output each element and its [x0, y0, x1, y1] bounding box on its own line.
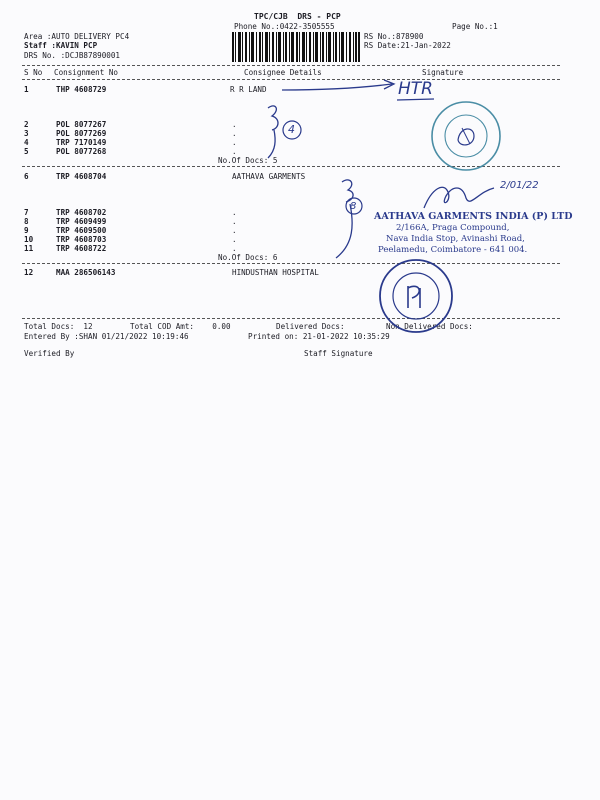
bracket-scribble: [258, 100, 308, 162]
row-consignment: TRP 4609499: [56, 217, 107, 226]
divider: [22, 263, 560, 264]
seal-graphic: [378, 258, 454, 334]
handwritten-arrow: [280, 78, 400, 98]
col-consignee: Consignee Details: [244, 68, 322, 77]
row-sno: 5: [24, 147, 29, 156]
col-signature: Signature: [422, 68, 464, 77]
row-consignment: POL 8077268: [56, 147, 107, 156]
page-number: Page No.:1: [452, 22, 498, 31]
row-consignment: POL 8077269: [56, 129, 107, 138]
row-sno: 1: [24, 85, 29, 94]
row-consignment: TRP 4608702: [56, 208, 107, 217]
total-cod: Total COD Amt: 0.00: [130, 322, 231, 331]
row-consignee: .: [232, 147, 237, 156]
row-consignment: TRP 4609500: [56, 226, 107, 235]
phone-number: Phone No.:0422-3505555: [234, 22, 335, 31]
row-sno: 9: [24, 226, 29, 235]
row-consignee: .: [232, 217, 237, 226]
row-consignee: .: [232, 208, 237, 217]
row-sno: 3: [24, 129, 29, 138]
total-docs: Total Docs: 12: [24, 322, 93, 331]
row-sno: 12: [24, 268, 34, 277]
row-sno: 7: [24, 208, 29, 217]
entered-by: Entered By :SHAN 01/21/2022 10:19:46: [24, 332, 189, 341]
company-stamp: [374, 211, 574, 256]
row-consignment: TRP 4608704: [56, 172, 107, 181]
row-consignee: AATHAVA GARMENTS: [232, 172, 306, 181]
handwritten-count: 8: [350, 201, 357, 212]
stamp-line: AATHAVA GARMENTS INDIA (P) LTD: [374, 211, 573, 222]
row-sno: 2: [24, 120, 29, 129]
handwritten-count: 4: [288, 123, 295, 136]
non-delivered-docs: Non Delivered Docs:: [386, 322, 473, 331]
stamp-line: Nava India Stop, Avinashi Road,: [386, 234, 525, 244]
row-consignee: .: [232, 226, 237, 235]
printed-on: Printed on: 21-01-2022 10:35:29: [248, 332, 390, 341]
row-consignee: R R LAND: [230, 85, 267, 94]
row-consignee: .: [232, 129, 237, 138]
row-consignee: .: [232, 120, 237, 129]
row-consignee: .: [232, 138, 237, 147]
handwritten-date: 2/01/22: [500, 180, 539, 191]
delivered-docs: Delivered Docs:: [276, 322, 345, 331]
signature-scribble: [418, 178, 498, 214]
col-sno: S No: [24, 68, 43, 77]
row-consignment: THP 4608729: [56, 85, 107, 94]
row-consignee: HINDUSTHAN HOSPITAL: [232, 268, 319, 277]
staff-signature: Staff Signature: [304, 349, 373, 358]
stamp-line: Peelamedu, Coimbatore - 641 004.: [378, 245, 528, 255]
round-stamp: [378, 258, 454, 334]
docs-count: No.Of Docs: 6: [218, 253, 278, 262]
col-consignment: Consignment No: [54, 68, 119, 77]
seal-graphic: [430, 100, 502, 172]
row-sno: 10: [24, 235, 34, 244]
report-title: TPC/CJB DRS - PCP: [254, 12, 341, 21]
barcode-image: [232, 32, 360, 62]
handwritten-signature: HTR: [398, 79, 433, 99]
row-consignee: .: [232, 235, 237, 244]
divider: [22, 318, 560, 319]
row-sno: 4: [24, 138, 29, 147]
row-consignment: TRP 4608703: [56, 235, 107, 244]
area-label: Area :AUTO DELIVERY PC4: [24, 32, 130, 41]
rs-date: RS Date:21-Jan-2022: [364, 41, 451, 50]
docs-count: No.Of Docs: 5: [218, 156, 278, 165]
round-stamp: [430, 100, 502, 172]
row-sno: 6: [24, 172, 29, 181]
stamp-line: 2/166A, Praga Compound,: [396, 223, 510, 233]
drs-number: DRS No. :DCJB87890001: [24, 51, 121, 60]
divider: [22, 65, 560, 66]
row-consignment: TRP 7170149: [56, 138, 107, 147]
verified-by: Verified By: [24, 349, 75, 358]
row-consignment: MAA 286506143: [56, 268, 116, 277]
staff-label: Staff :KAVIN PCP: [24, 41, 98, 50]
row-consignee: .: [232, 244, 237, 253]
row-consignment: TRP 4608722: [56, 244, 107, 253]
row-sno: 11: [24, 244, 34, 253]
rs-number: RS No.:878900: [364, 32, 424, 41]
row-sno: 8: [24, 217, 29, 226]
row-consignment: POL 8077267: [56, 120, 107, 129]
